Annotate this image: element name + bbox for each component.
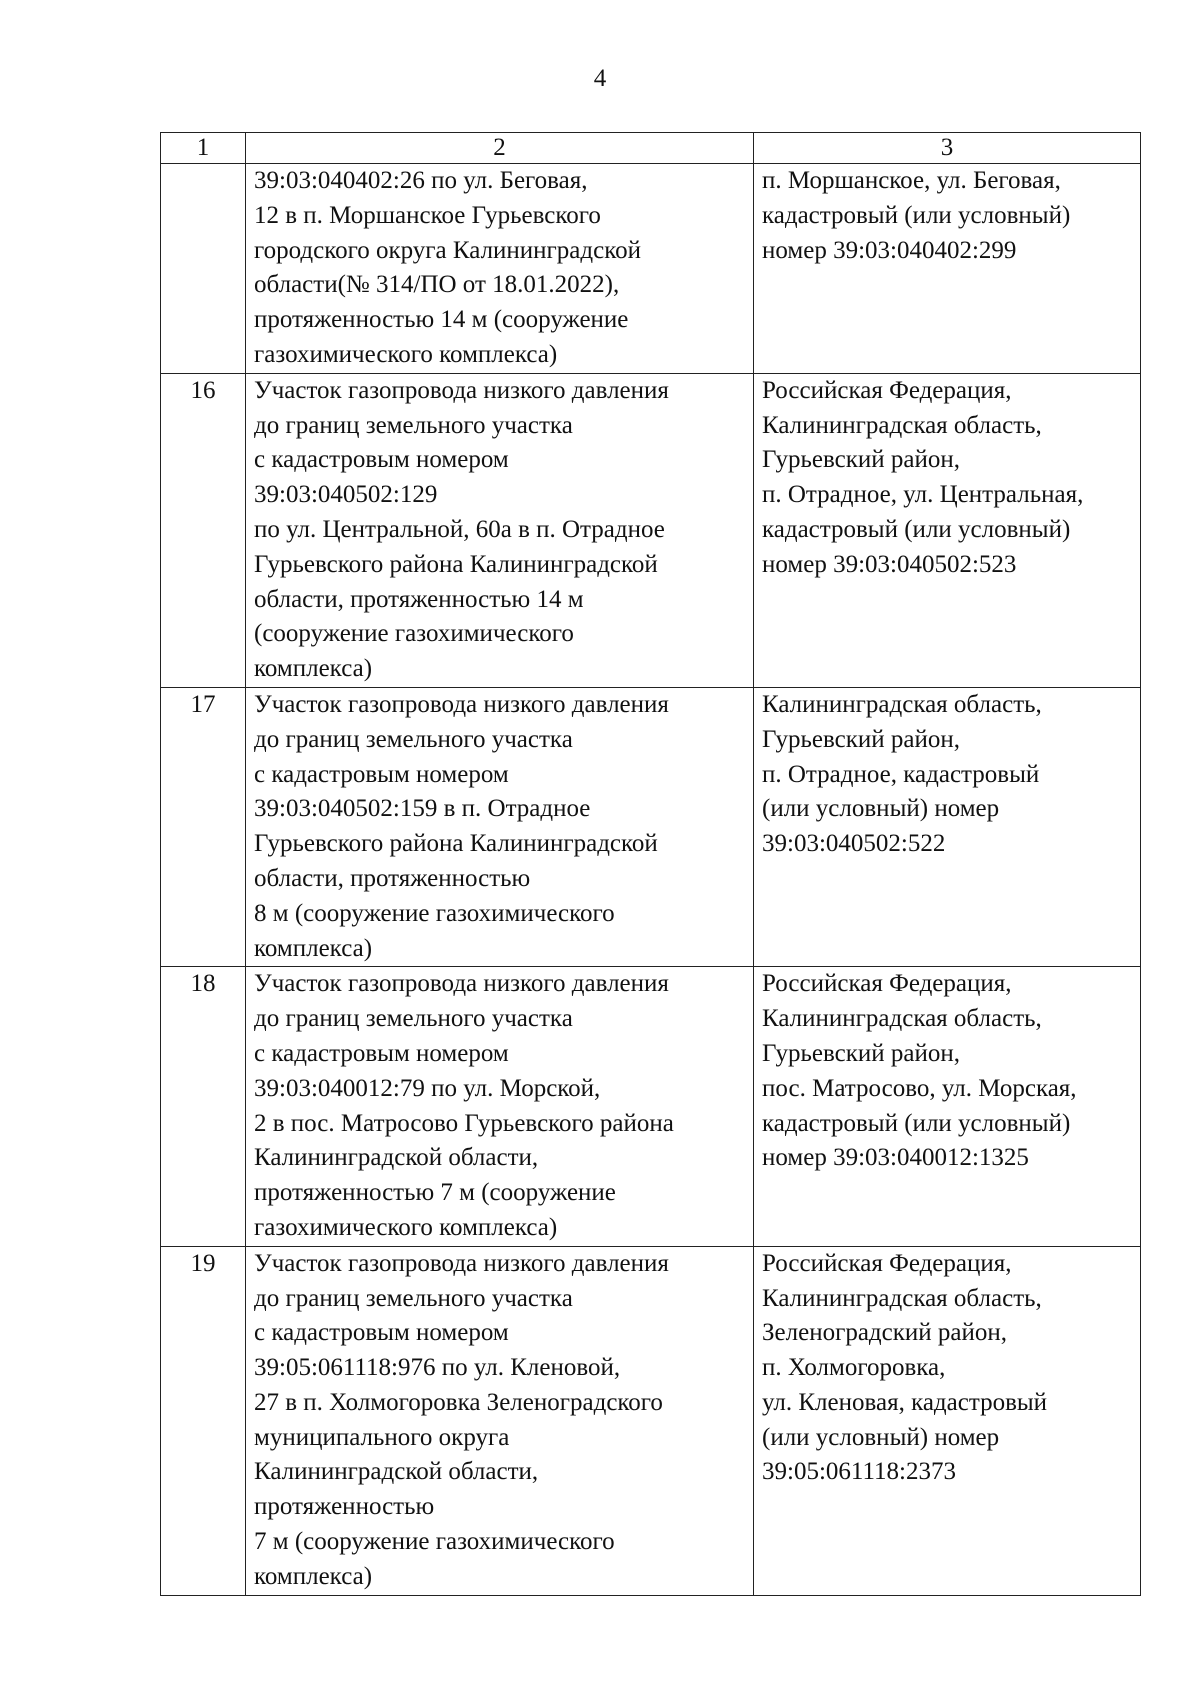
description-line: Гурьевского района Калининградской: [254, 550, 658, 578]
object-location: [754, 373, 1141, 687]
description-line: протяженностью 14 м (сооружение: [254, 306, 629, 334]
location-line: Калининградская область,: [762, 1005, 1042, 1033]
description-line: 2 в пос. Матросово Гурьевского района: [254, 1109, 674, 1137]
object-location: [754, 1246, 1141, 1595]
object-description: [246, 1246, 754, 1595]
description-line: до границ земельного участка: [254, 1005, 573, 1033]
description-line: Калининградской области,: [254, 1458, 539, 1486]
description-line: Гурьевского района Калининградской: [254, 830, 658, 858]
object-location: [754, 164, 1141, 374]
description-line: протяженностью 7 м (сооружение: [254, 1179, 616, 1207]
description-line: комплекса): [254, 1562, 373, 1590]
description-line: с кадастровым номером: [254, 1319, 509, 1347]
description-line: до границ земельного участка: [254, 411, 573, 439]
description-line: до границ земельного участка: [254, 1284, 573, 1312]
location-line: Гурьевский район,: [762, 446, 961, 474]
location-line: кадастровый (или условный): [762, 515, 1071, 543]
location-line: номер 39:03:040402:299: [762, 236, 1017, 264]
location-line: (или условный) номер: [762, 795, 1000, 823]
table-row: [161, 1246, 1141, 1595]
description-line: газохимического комплекса): [254, 1213, 558, 1241]
location-line: 39:05:061118:2373: [762, 1458, 956, 1486]
location-line: номер 39:03:040502:523: [762, 550, 1017, 578]
description-line: Участок газопровода низкого давления: [254, 1249, 669, 1277]
location-line: ул. Кленовая, кадастровый: [762, 1388, 1048, 1416]
description-line: газохимического комплекса): [254, 340, 558, 368]
location-line: (или условный) номер: [762, 1423, 1000, 1451]
description-line: комплекса): [254, 655, 373, 683]
location-line: Российская Федерация,: [762, 1249, 1012, 1277]
row-number: 19: [161, 1246, 246, 1595]
object-description: [246, 373, 754, 687]
table-row: [161, 373, 1141, 687]
description-line: 39:05:061118:976 по ул. Кленовой,: [254, 1354, 621, 1382]
row-number: 17: [161, 687, 246, 966]
description-line: 39:03:040502:159 в п. Отрадное: [254, 795, 591, 823]
header-row: [161, 133, 1141, 164]
description-line: 8 м (сооружение газохимического: [254, 899, 615, 927]
description-line: Участок газопровода низкого давления: [254, 690, 669, 718]
description-line: городского округа Калининградской: [254, 236, 641, 264]
description-line: протяженностью: [254, 1493, 435, 1521]
description-line: области(№ 314/ПО от 18.01.2022),: [254, 271, 620, 299]
object-description: [246, 164, 754, 374]
location-line: кадастровый (или условный): [762, 1109, 1071, 1137]
location-line: 39:03:040502:522: [762, 830, 946, 858]
location-line: Калининградская область,: [762, 411, 1042, 439]
location-line: кадастровый (или условный): [762, 201, 1071, 229]
description-line: до границ земельного участка: [254, 725, 573, 753]
description-line: с кадастровым номером: [254, 446, 509, 474]
table-row: [161, 967, 1141, 1246]
description-line: 7 м (сооружение газохимического: [254, 1528, 615, 1556]
property-table: [160, 132, 1141, 1596]
description-line: 39:03:040402:26 по ул. Беговая,: [254, 167, 588, 194]
table-row: [161, 687, 1141, 966]
object-description: [246, 967, 754, 1246]
header-cell-2: 2: [246, 133, 754, 164]
description-line: 12 в п. Моршанское Гурьевского: [254, 201, 601, 229]
description-line: 27 в п. Холмогоровка Зеленоградского: [254, 1388, 663, 1416]
location-line: Зеленоградский район,: [762, 1319, 1007, 1347]
location-line: номер 39:03:040012:1325: [762, 1144, 1029, 1172]
location-line: п. Моршанское, ул. Беговая,: [762, 167, 1061, 194]
location-line: Гурьевский район,: [762, 1039, 961, 1067]
description-line: комплекса): [254, 934, 373, 962]
location-line: Российская Федерация,: [762, 970, 1012, 998]
location-line: Калининградская область,: [762, 690, 1042, 718]
row-number: [161, 164, 246, 374]
description-line: с кадастровым номером: [254, 1039, 509, 1067]
description-line: 39:03:040502:129: [254, 481, 438, 509]
description-line: Участок газопровода низкого давления: [254, 376, 669, 404]
location-line: п. Отрадное, кадастровый: [762, 760, 1040, 788]
location-line: Калининградская область,: [762, 1284, 1042, 1312]
location-line: Гурьевский район,: [762, 725, 961, 753]
description-line: области, протяженностью 14 м: [254, 585, 584, 613]
description-line: (сооружение газохимического: [254, 620, 574, 648]
header-cell-1: 1: [161, 133, 246, 164]
location-line: п. Отрадное, ул. Центральная,: [762, 481, 1084, 509]
object-location: [754, 687, 1141, 966]
header-cell-3: 3: [754, 133, 1141, 164]
description-line: муниципального округа: [254, 1423, 510, 1451]
object-description: [246, 687, 754, 966]
location-line: пос. Матросово, ул. Морская,: [762, 1074, 1077, 1102]
description-line: Участок газопровода низкого давления: [254, 970, 669, 998]
description-line: с кадастровым номером: [254, 760, 509, 788]
description-line: 39:03:040012:79 по ул. Морской,: [254, 1074, 601, 1102]
location-line: п. Холмогоровка,: [762, 1354, 946, 1382]
row-number: 16: [161, 373, 246, 687]
location-line: Российская Федерация,: [762, 376, 1012, 404]
description-line: области, протяженностью: [254, 864, 531, 892]
table-row: [161, 164, 1141, 374]
object-location: [754, 967, 1141, 1246]
description-line: Калининградской области,: [254, 1144, 539, 1172]
page-number: 4: [593, 65, 607, 92]
row-number: 18: [161, 967, 246, 1246]
description-line: по ул. Центральной, 60а в п. Отрадное: [254, 515, 665, 543]
